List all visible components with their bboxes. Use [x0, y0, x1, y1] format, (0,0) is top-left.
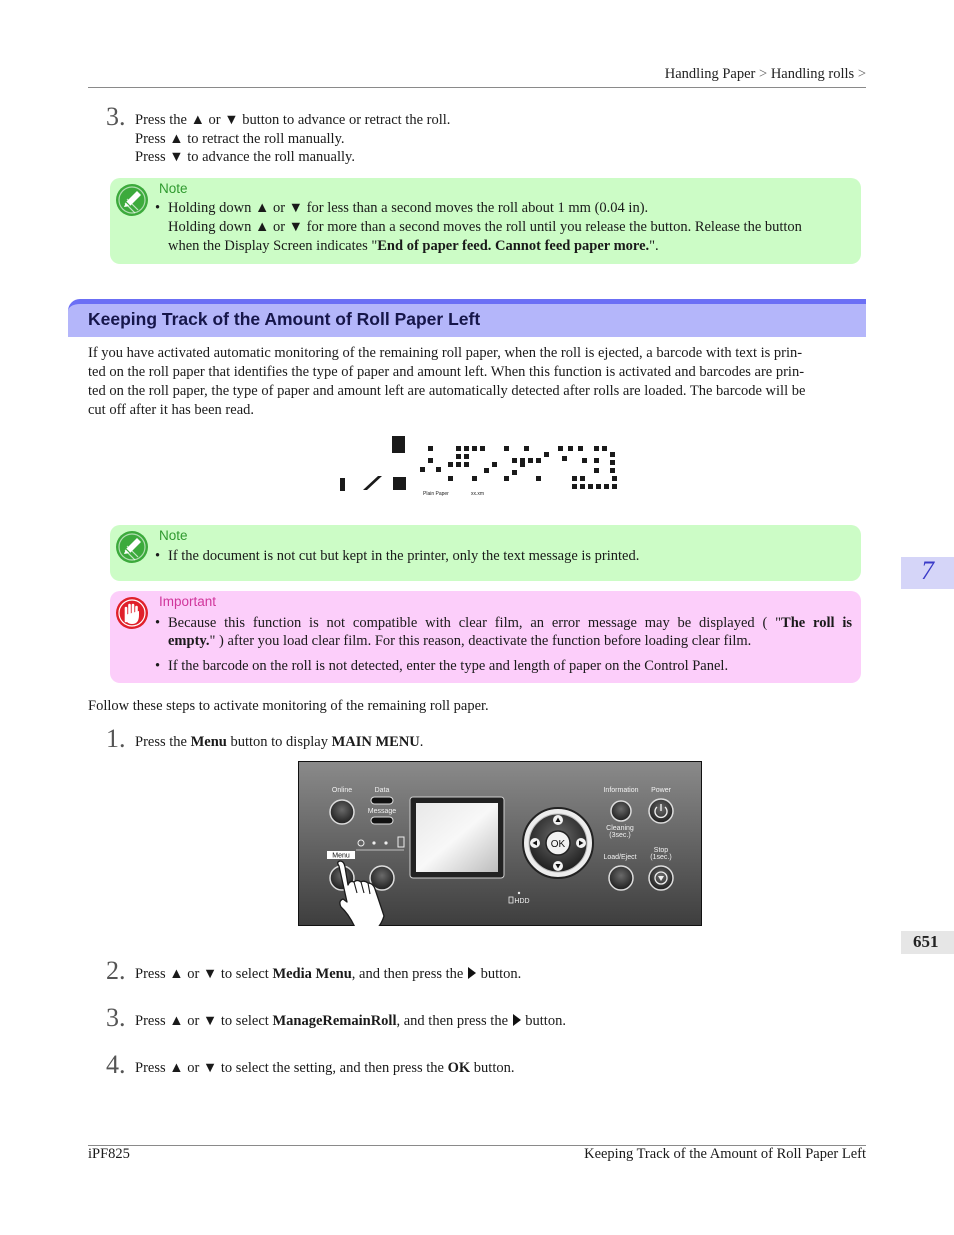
barcode-amount: xx.xm [471, 491, 485, 497]
main-menu-ref: MAIN MENU [331, 734, 420, 750]
information-button[interactable] [611, 801, 631, 821]
cleaning-sub-label: (3sec.) [609, 832, 631, 839]
breadcrumb-separator: > [857, 66, 866, 82]
section-header [68, 299, 866, 337]
menu-button-ref: Menu [190, 734, 227, 750]
note-text: Holding down ▲ or ▼ for more than a second moves the roll until you release the button. Release the button [168, 219, 802, 235]
load-eject-label: Load/Eject [603, 854, 637, 861]
step-text: Press ▲ or ▼ to select ManageRemainRoll, and then press the button. [135, 1013, 566, 1029]
online-button[interactable] [330, 800, 354, 824]
note-pencil-icon [115, 183, 149, 217]
note-text: Holding down ▲ or ▼ for less than a second moves the roll about 1 mm (0.04 in). [168, 200, 649, 216]
breadcrumb [665, 66, 866, 83]
breadcrumb-item[interactable]: Handling Paper [664, 66, 756, 82]
important-text: Because this function is not compatible with clear film, an error message may be displayed ( "The roll is [168, 615, 852, 631]
step-text: Press the ▲ or ▼ button to advance or retract the roll. [135, 112, 451, 128]
stop-sub-label: (1sec.) [650, 854, 672, 861]
footer-model: iPF825 [88, 1146, 130, 1162]
note-title: Note [159, 181, 188, 196]
display-screen [416, 803, 498, 872]
bullet: • [155, 615, 161, 631]
important-title: Important [159, 594, 217, 609]
chapter-tab[interactable]: 7 [901, 557, 954, 589]
step-text: Press ▲ or ▼ to select Media Menu, and then press the button. [135, 966, 522, 982]
right-arrow-icon [512, 1013, 522, 1027]
right-arrow-icon [467, 966, 477, 980]
header-divider [88, 87, 866, 88]
information-label: Information [603, 787, 639, 794]
step-text: Press ▼ to advance the roll manually. [135, 149, 355, 165]
online-label: Online [331, 787, 353, 794]
section-title: Keeping Track of the Amount of Roll Paper Left [88, 309, 481, 329]
important-text: empty." ) after you load clear film. For this reason, deactivate the function before loading clear film. [168, 633, 752, 649]
note-title: Note [159, 528, 188, 543]
bullet: • [155, 548, 161, 564]
important-box [110, 591, 861, 683]
step-number: 3. [106, 102, 126, 131]
control-panel-illustration [298, 761, 702, 926]
stop-label: Stop [653, 847, 669, 854]
breadcrumb-separator: > [759, 66, 768, 82]
note-pencil-icon [115, 530, 149, 564]
message-label: Message [367, 808, 397, 815]
step-number: 4. [106, 1050, 126, 1079]
stop-button[interactable] [649, 866, 673, 890]
ok-button[interactable] [546, 831, 570, 855]
step-number: 2. [106, 956, 126, 985]
footer-section-title: Keeping Track of the Amount of Roll Paper Left [584, 1146, 866, 1162]
bullet: • [155, 200, 161, 216]
power-label: Power [651, 787, 671, 794]
note-box [110, 525, 861, 581]
menu-label: Menu [332, 852, 350, 860]
barcode-paper-type: Plain Paper [423, 491, 449, 497]
bullet: • [155, 658, 161, 674]
intro-paragraph: If you have activated automatic monitoring of the remaining roll paper, when the roll is ejected, a barcode with text is prin- ted on the roll paper that identifies the type of paper and amount left. When this function is activated and barcodes are prin- ted on the roll paper, the type of paper and amount left are automatically detected after rolls are loaded. The barcode will be cut off after it has been read. [88, 345, 806, 418]
step-text: Press ▲ to retract the roll manually. [135, 131, 345, 147]
hdd-label: HDD [514, 898, 530, 905]
display-message: End of paper feed. Cannot feed paper more. [377, 238, 650, 254]
note-box [110, 178, 861, 264]
manage-remain-roll-ref: ManageRemainRoll [272, 1013, 397, 1029]
instruction-intro: Follow these steps to activate monitoring of the remaining roll paper. [88, 698, 489, 714]
page-number-tab: 651 [901, 931, 954, 954]
important-text: If the barcode on the roll is not detected, enter the type and length of paper on the Control Panel. [168, 658, 729, 674]
data-label: Data [374, 787, 390, 794]
breadcrumb-item[interactable]: Handling rolls [770, 66, 855, 82]
step-text: Press ▲ or ▼ to select the setting, and then press the OK button. [135, 1060, 515, 1076]
power-button[interactable] [649, 799, 673, 823]
ok-label: OK [550, 839, 566, 850]
load-eject-button[interactable] [609, 866, 633, 890]
stop-hand-icon [115, 596, 149, 630]
ok-button-ref: OK [447, 1060, 471, 1076]
note-text: If the document is not cut but kept in the printer, only the text message is printed. [168, 548, 640, 564]
media-menu-ref: Media Menu [272, 966, 352, 982]
step-number: 3. [106, 1003, 126, 1032]
step-number: 1. [106, 724, 126, 753]
barcode-illustration [338, 432, 618, 498]
note-text: when the Display Screen indicates "End of paper feed. Cannot feed paper more.". [168, 238, 659, 254]
step-text: Press the Menu button to display MAIN MENU. [135, 734, 424, 750]
cleaning-label: Cleaning [606, 825, 634, 832]
